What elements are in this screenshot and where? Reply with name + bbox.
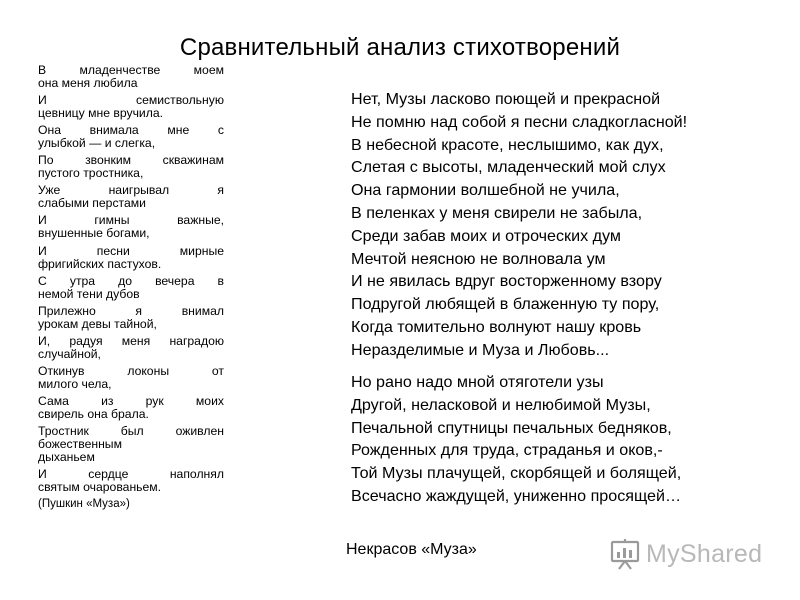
poem-line: И гимны важные, — [38, 213, 224, 228]
poem-stanza — [38, 305, 224, 331]
pushkin-attribution: (Пушкин «Муза») — [38, 498, 130, 511]
poem-stanza — [38, 64, 224, 90]
poem-stanza — [38, 94, 224, 120]
nekrasov-attribution: Некрасов «Муза» — [346, 541, 477, 558]
poem-line: И семиствольную — [38, 93, 224, 108]
poem-line: Нет, Музы ласково поющей и прекрасной — [351, 90, 661, 108]
poem-stanza — [38, 425, 224, 464]
poem-line: И не явилась вдруг восторженному взору — [351, 272, 662, 291]
poem-line: фригийских пастухов. — [38, 256, 162, 271]
poem-line: Сама из рук моих — [38, 394, 224, 409]
poem-stanza — [38, 365, 224, 391]
poem-line: Когда томительно волнуют нашу кровь — [351, 317, 642, 336]
poem-stanza — [38, 214, 224, 240]
poem-line: свирель она брала. — [38, 407, 149, 422]
page-title: Сравнительный анализ стихотворений — [179, 34, 621, 61]
logo-text: MyShared — [646, 539, 763, 568]
poem-line: Другой, неласковой и нелюбимой Музы, — [351, 395, 651, 414]
poem-line: улыбкой — и слегка, — [38, 136, 156, 151]
poem-line: Откинув локоны от — [38, 363, 224, 378]
poem-line: урокам девы тайной, — [38, 316, 157, 331]
pushkin-poem — [38, 64, 224, 511]
poem-line: По звонким скважинам — [38, 153, 224, 168]
poem-line: Слетая с высоты, младенческий мой слух — [351, 158, 666, 177]
poem-line: немой тени дубов — [38, 286, 140, 301]
poem-line: В пеленках у меня свирели не забыла, — [351, 203, 643, 222]
poem-line: С утра до вечера в — [38, 273, 224, 288]
presentation-board-icon — [608, 538, 642, 570]
nekrasov-poem — [351, 88, 771, 508]
poem-line: святым очарованьем. — [38, 480, 162, 495]
poem-stanza — [38, 124, 224, 150]
poem-line: Уже наигрывал я — [38, 183, 224, 198]
poem-stanza — [38, 245, 224, 271]
poem-line: Той Музы плачущей, скорбящей и болящей, — [351, 464, 682, 483]
poem-line: Подругой любящей в блаженную ту пору, — [351, 295, 660, 314]
poem-line: слабыми перстами — [38, 196, 146, 211]
poem-line: Неразделимые и Муза и Любовь... — [351, 340, 610, 359]
poem-line: дыханьем — [38, 450, 95, 465]
poem-line: В младенчестве моем — [38, 63, 224, 77]
poem-line: Но рано надо мной отяготели узы — [351, 373, 604, 392]
poem-stanza — [38, 335, 224, 361]
poem-line: Не помню над собой я песни сладкогласной! — [351, 112, 688, 131]
poem-stanza — [38, 468, 224, 494]
poem-line: Печальной спутницы печальных бедняков, — [351, 418, 672, 437]
poem-line: Всечасно жаждущей, униженно просящей… — [351, 487, 682, 506]
poem-line: Рожденных для труда, страданья и оков,- — [351, 441, 663, 460]
myshared-logo[interactable] — [608, 536, 762, 572]
poem-line: внушенные богами, — [38, 226, 150, 241]
poem-line: пустого тростника, — [38, 166, 144, 181]
poem-line: божественным — [38, 437, 122, 452]
poem-line: Тростник был оживлен — [38, 424, 224, 439]
stanza-gap — [351, 362, 771, 372]
poem-stanza — [38, 275, 224, 301]
poem-line: Мечтой неясною не волновала ум — [351, 249, 606, 268]
poem-stanza — [38, 395, 224, 421]
poem-line: Она внимала мне с — [38, 123, 224, 138]
poem-line: она меня любила — [38, 76, 138, 90]
poem-line: И песни мирные — [38, 243, 224, 258]
poem-line: Она гармонии волшебной не учила, — [351, 181, 620, 200]
poem-line: цевницу мне вручила. — [38, 106, 164, 121]
poem-line: И, радуя меня наградою — [38, 333, 224, 348]
poem-line: случайной, — [38, 346, 101, 361]
poem-line: Среди забав моих и отроческих дум — [351, 226, 621, 245]
poem-line: Прилежно я внимал — [38, 303, 224, 318]
poem-line: В небесной красоте, неслышимо, как дух, — [351, 135, 664, 154]
poem-stanza — [38, 184, 224, 210]
poem-line: И сердце наполнял — [38, 467, 224, 482]
poem-line: милого чела, — [38, 376, 112, 391]
poem-stanza — [38, 154, 224, 180]
